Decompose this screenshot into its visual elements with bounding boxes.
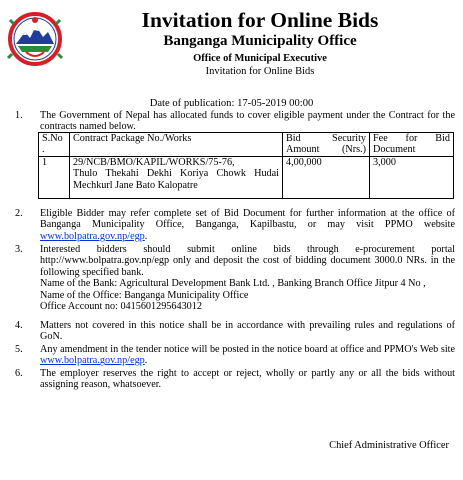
notice-item-3 [5, 244, 455, 312]
header-fee: Fee for Bid Document [370, 133, 454, 157]
item-text: Matters not covered in this notice shall be in accordance with prevailing rules and regulations of GoN. [40, 320, 455, 343]
item-line: Interested bidders should submit online bids through e-procurement portal http://www.bolpatra.gov.np/egp only and deposit the cost of bidding document 3000.0 NRs. in the following specified bank. [40, 244, 455, 278]
notice-item-1 [5, 110, 455, 133]
contract-table [38, 132, 454, 199]
notice-item-2 [5, 208, 455, 242]
item-text-part: . [144, 230, 148, 242]
notice-item-5 [5, 344, 455, 367]
office-name: Banganga Municipality Office [163, 33, 357, 49]
cell-sno: 1 [39, 156, 70, 198]
cell-fee: 3,000 [370, 156, 454, 198]
nepal-emblem-icon [6, 10, 64, 66]
ppmo-website-link[interactable]: www.bolpatra.gov.np/egp [40, 230, 145, 242]
item-number: 4. [15, 320, 23, 331]
bank-name: Name of the Bank: Agricultural Development Bank Ltd. , Banking Branch Office Jitpur 4 No , [40, 278, 426, 290]
office-name-line: Name of the Office: Banganga Municipality Office [40, 289, 249, 301]
item-number: 3. [15, 244, 23, 255]
signature-title: Chief Administrative Officer [329, 440, 449, 451]
item-text: The employer reserves the right to accept or reject, wholly or partly any or all the bids without assigning reason, whatsoever. [40, 368, 455, 391]
item-text-part: Eligible Bidder may refer complete set of Bid Document for further information at the office of Banganga Municipality Office, Banganga, Kapilbastu, or may visit PPMO website [40, 208, 455, 231]
item-number: 6. [15, 368, 23, 379]
item-text-part: . [144, 355, 148, 367]
notice-item-4 [5, 320, 455, 343]
item-text [40, 344, 455, 367]
ppmo-website-link[interactable]: www.bolpatra.gov.np/egp [40, 355, 145, 367]
account-number: Office Account no: 0415601295643012 [40, 301, 202, 313]
item-text [40, 208, 455, 242]
item-number: 1. [15, 110, 23, 121]
item-number: 5. [15, 344, 23, 355]
sub-office-name: Office of Municipal Executive [193, 53, 327, 64]
package-number: 29/NCB/BMO/KAPIL/WORKS/75-76, [73, 156, 235, 168]
item-text [40, 244, 455, 312]
cell-package [70, 156, 283, 198]
page-subtitle: Invitation for Online Bids [205, 66, 315, 77]
cell-bid-security: 4,00,000 [283, 156, 370, 198]
table-row [39, 156, 454, 198]
table-header-row [39, 133, 454, 157]
header-sno: S.No . [39, 133, 70, 157]
header-bid-security: Bid Security Amount (Nrs.) [283, 133, 370, 157]
publication-date: Date of publication: 17-05-2019 00:00 [149, 98, 314, 109]
item-text: The Government of Nepal has allocated funds to cover eligible payment under the Contract for the contracts named below. [40, 110, 455, 133]
page-title: Invitation for Online Bids [141, 8, 379, 32]
item-number: 2. [15, 208, 23, 219]
package-works: Thulo Thekahi Dekhi Koriya Chowk Hudai Mechkurl Jane Bato Kalopatre [73, 168, 279, 191]
notice-item-6 [5, 368, 455, 391]
item-text-part: Any amendment in the tender notice will be posted in the notice board at office and PPMO's Web site [40, 344, 455, 355]
header [60, 7, 460, 78]
header-package: Contract Package No./Works [70, 133, 283, 157]
